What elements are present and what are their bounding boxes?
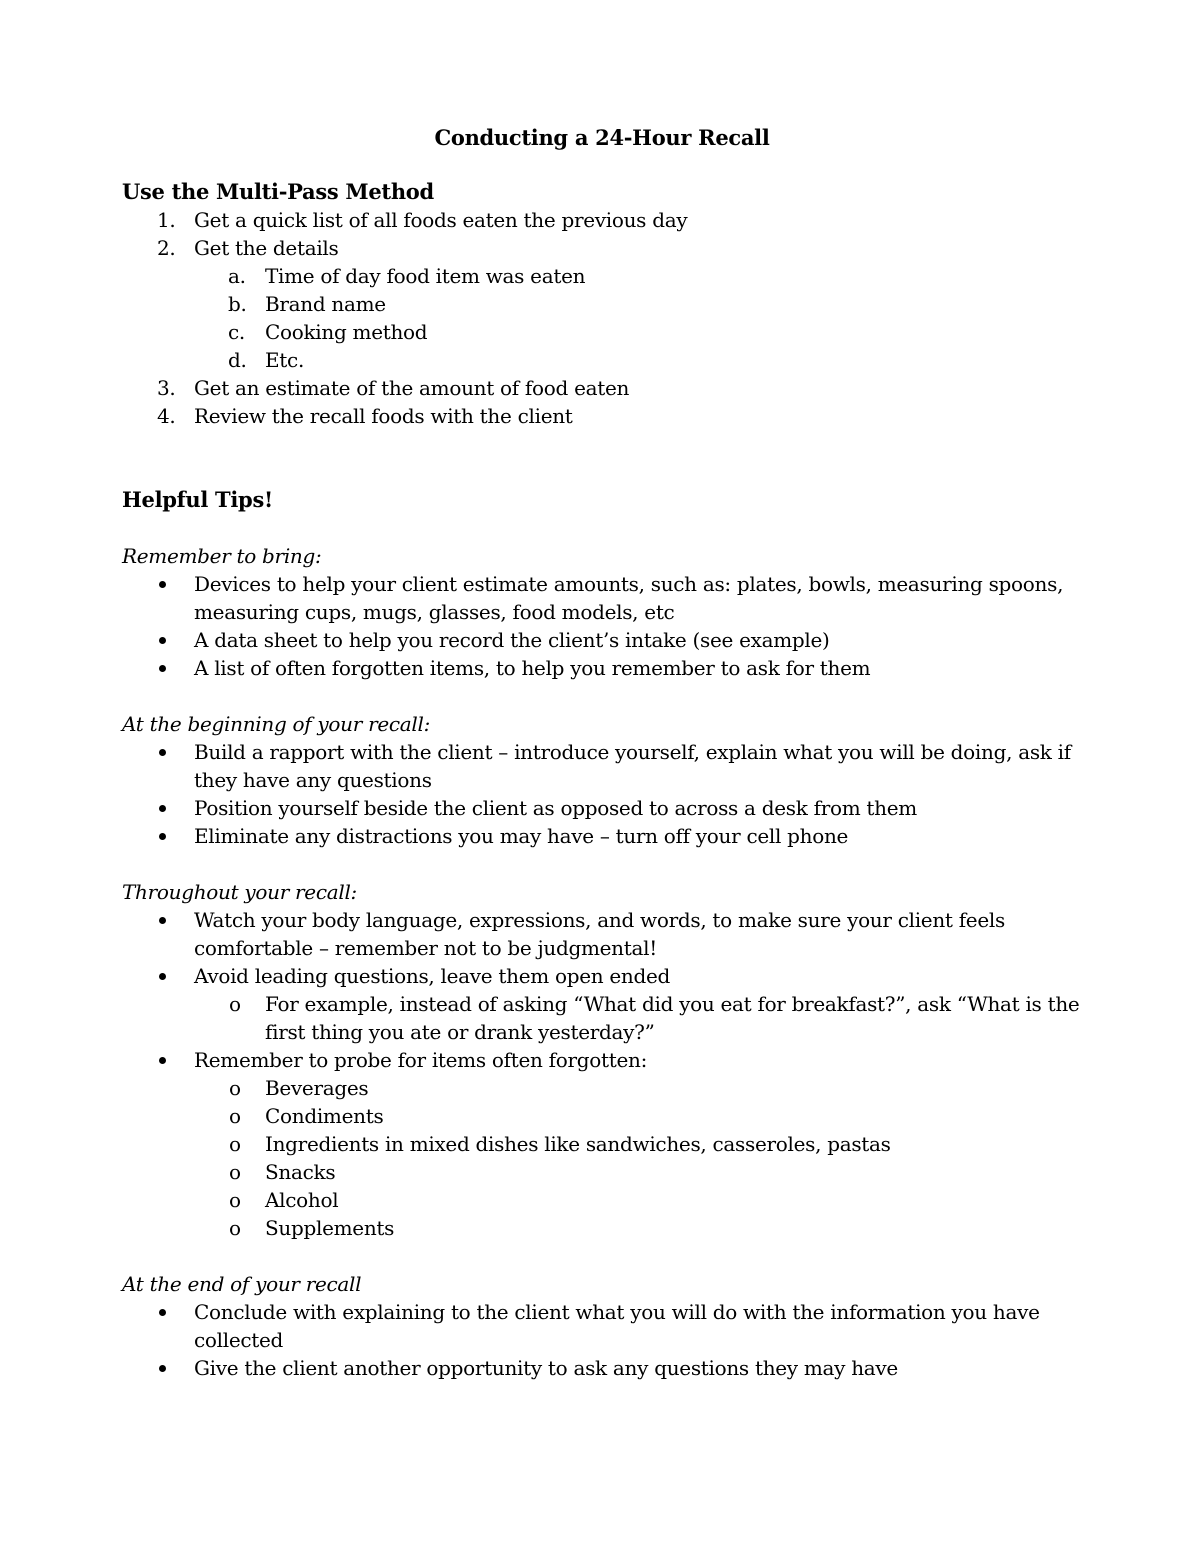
circle-bullet-icon: o <box>229 992 241 1016</box>
circle-bullet-icon: o <box>229 1216 241 1240</box>
list-item <box>122 906 1082 962</box>
list-item <box>122 654 1082 682</box>
bullet-icon <box>159 637 166 644</box>
list-item-text: Brand name <box>265 292 386 316</box>
list-item <box>122 1158 1082 1186</box>
list-item-text: Position yourself beside the client as opposed to across a desk from them <box>194 796 917 820</box>
circle-bullet-icon: o <box>229 1160 241 1184</box>
list-item-text: For example, instead of asking “What did you eat for breakfast?”, ask “What is the first thing you ate or drank yesterday?” <box>265 992 1080 1044</box>
list-item-text: Cooking method <box>265 320 428 344</box>
list-item <box>122 962 1082 990</box>
list-item-text: Etc. <box>265 348 304 372</box>
list-item <box>122 1102 1082 1130</box>
throughout-subheading: Throughout your recall: <box>122 880 357 904</box>
circle-bullet-icon: o <box>229 1104 241 1128</box>
list-item-text: Watch your body language, expressions, and words, to make sure your client feels comfortable – remember not to be judgmental! <box>194 908 1005 960</box>
list-marker: 1. <box>157 208 176 232</box>
list-item <box>122 262 1082 290</box>
list-item <box>122 206 1082 234</box>
list-item <box>122 1354 1082 1382</box>
multipass-steps <box>122 206 1082 430</box>
bullet-icon <box>159 833 166 840</box>
list-item-text: Eliminate any distractions you may have – turn off your cell phone <box>194 824 849 848</box>
list-item <box>122 1298 1082 1354</box>
bullet-icon <box>159 665 166 672</box>
list-item <box>122 290 1082 318</box>
list-marker: b. <box>228 292 247 316</box>
tips-heading: Helpful Tips! <box>122 487 273 512</box>
circle-bullet-icon: o <box>229 1188 241 1212</box>
list-marker: 2. <box>157 236 176 260</box>
list-item-text: Get an estimate of the amount of food eaten <box>194 376 630 400</box>
list-item-text: Devices to help your client estimate amounts, such as: plates, bowls, measuring spoons, measuring cups, mugs, glasses, food models, etc <box>194 572 1064 624</box>
list-marker: 3. <box>157 376 176 400</box>
list-item-text: A list of often forgotten items, to help you remember to ask for them <box>194 656 871 680</box>
list-item-text: Beverages <box>265 1076 369 1100</box>
list-item <box>122 990 1082 1046</box>
bullet-icon <box>159 1365 166 1372</box>
end-list <box>122 1298 1082 1382</box>
end-subheading: At the end of your recall <box>122 1272 362 1296</box>
list-item-text: Ingredients in mixed dishes like sandwiches, casseroles, pastas <box>265 1132 891 1156</box>
list-marker: d. <box>228 348 247 372</box>
throughout-list <box>122 906 1082 1242</box>
list-item-text: Get a quick list of all foods eaten the previous day <box>194 208 688 232</box>
list-item <box>122 374 1082 402</box>
list-item <box>122 1046 1082 1074</box>
bullet-icon <box>159 581 166 588</box>
list-item <box>122 346 1082 374</box>
multipass-heading: Use the Multi-Pass Method <box>122 179 434 204</box>
list-marker: a. <box>228 264 246 288</box>
list-item-text: Review the recall foods with the client <box>194 404 573 428</box>
list-marker: c. <box>228 320 245 344</box>
list-item-text: Remember to probe for items often forgotten: <box>194 1048 648 1072</box>
list-item <box>122 1186 1082 1214</box>
list-item <box>122 1214 1082 1242</box>
list-item-text: Build a rapport with the client – introduce yourself, explain what you will be doing, ask if they have any questions <box>194 740 1071 792</box>
list-item-text: Snacks <box>265 1160 336 1184</box>
bring-subheading: Remember to bring: <box>122 544 322 568</box>
list-item <box>122 822 1082 850</box>
beginning-subheading: At the beginning of your recall: <box>122 712 431 736</box>
list-item-text: Avoid leading questions, leave them open ended <box>194 964 671 988</box>
list-item <box>122 626 1082 654</box>
list-item <box>122 234 1082 262</box>
bullet-icon <box>159 1309 166 1316</box>
list-item <box>122 1130 1082 1158</box>
list-item <box>122 794 1082 822</box>
list-item <box>122 402 1082 430</box>
document-title: Conducting a 24-Hour Recall <box>434 125 770 150</box>
bullet-icon <box>159 917 166 924</box>
beginning-list <box>122 738 1082 850</box>
list-item <box>122 318 1082 346</box>
list-item <box>122 570 1082 626</box>
list-item <box>122 1074 1082 1102</box>
list-item-text: A data sheet to help you record the client’s intake (see example) <box>194 628 830 652</box>
bullet-icon <box>159 749 166 756</box>
bullet-icon <box>159 805 166 812</box>
list-item <box>122 738 1082 794</box>
bullet-icon <box>159 973 166 980</box>
list-item-text: Give the client another opportunity to ask any questions they may have <box>194 1356 898 1380</box>
list-item-text: Supplements <box>265 1216 395 1240</box>
list-marker: 4. <box>157 404 176 428</box>
list-item-text: Alcohol <box>265 1188 339 1212</box>
circle-bullet-icon: o <box>229 1076 241 1100</box>
list-item-text: Get the details <box>194 236 339 260</box>
list-item-text: Condiments <box>265 1104 384 1128</box>
list-item-text: Time of day food item was eaten <box>265 264 586 288</box>
bring-list <box>122 570 1082 682</box>
list-item-text: Conclude with explaining to the client what you will do with the information you have collected <box>194 1300 1040 1352</box>
bullet-icon <box>159 1057 166 1064</box>
circle-bullet-icon: o <box>229 1132 241 1156</box>
document-content <box>122 122 1082 1382</box>
